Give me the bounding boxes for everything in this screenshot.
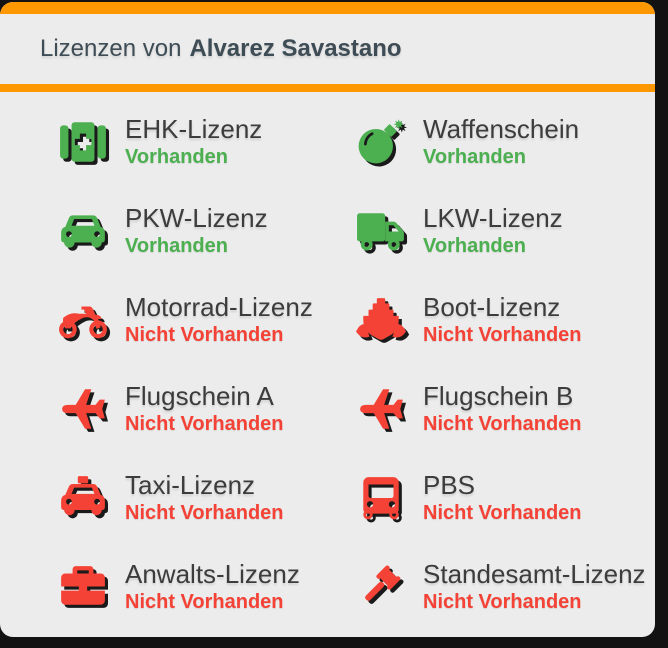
header-title-prefix: Lizenzen von bbox=[40, 35, 182, 62]
license-status: Nicht Vorhanden bbox=[423, 413, 582, 436]
license-item-flugschein-a bbox=[0, 364, 327, 453]
plane-icon bbox=[58, 386, 108, 432]
first-aid-kit-icon bbox=[58, 119, 108, 165]
license-status: Nicht Vorhanden bbox=[125, 413, 284, 436]
license-name: Waffenschein bbox=[423, 113, 580, 144]
license-name: Anwalts-Lizenz bbox=[125, 559, 300, 590]
licenses-grid bbox=[0, 92, 655, 637]
license-name: Standesamt-Lizenz bbox=[423, 559, 646, 590]
license-status: Vorhanden bbox=[125, 145, 228, 168]
plane-icon bbox=[356, 386, 406, 432]
license-name: PKW-Lizenz bbox=[125, 202, 268, 233]
bomb-icon bbox=[356, 119, 406, 165]
license-status: Vorhanden bbox=[125, 234, 228, 257]
license-item-pbs bbox=[327, 454, 655, 543]
license-name: Taxi-Lizenz bbox=[125, 470, 256, 501]
license-status: Nicht Vorhanden bbox=[125, 591, 284, 614]
license-item-taxi bbox=[0, 454, 327, 543]
briefcase-icon bbox=[58, 564, 108, 610]
license-status: Vorhanden bbox=[423, 234, 526, 257]
license-status: Vorhanden bbox=[423, 145, 526, 168]
license-name: LKW-Lizenz bbox=[423, 202, 563, 233]
license-item-boot bbox=[327, 275, 655, 364]
license-item-lkw bbox=[327, 186, 655, 275]
motorcycle-icon bbox=[58, 297, 108, 343]
car-icon bbox=[58, 208, 108, 254]
license-name: PBS bbox=[423, 470, 476, 501]
license-item-flugschein-b bbox=[327, 364, 655, 453]
ship-icon bbox=[356, 297, 406, 343]
license-name: Boot-Lizenz bbox=[423, 291, 561, 322]
header-divider bbox=[0, 84, 655, 92]
license-item-waffenschein bbox=[327, 97, 655, 186]
license-item-ehk bbox=[0, 97, 327, 186]
license-status: Nicht Vorhanden bbox=[423, 502, 582, 525]
taxi-icon bbox=[58, 475, 108, 521]
gavel-icon bbox=[356, 564, 406, 610]
license-status: Nicht Vorhanden bbox=[423, 323, 582, 346]
licenses-panel bbox=[0, 2, 655, 637]
bus-icon bbox=[356, 475, 406, 521]
license-name: Motorrad-Lizenz bbox=[125, 291, 313, 322]
panel-header bbox=[0, 14, 655, 84]
license-item-standesamt bbox=[327, 543, 655, 632]
license-name: Flugschein A bbox=[125, 381, 274, 412]
license-name: Flugschein B bbox=[423, 381, 574, 412]
player-name: Alvarez Savastano bbox=[189, 35, 402, 62]
license-status: Nicht Vorhanden bbox=[423, 591, 582, 614]
panel-top-accent-bar bbox=[0, 2, 655, 14]
truck-icon bbox=[356, 208, 406, 254]
license-item-anwalt bbox=[0, 543, 327, 632]
license-name: EHK-Lizenz bbox=[125, 113, 263, 144]
license-status: Nicht Vorhanden bbox=[125, 323, 284, 346]
license-status: Nicht Vorhanden bbox=[125, 502, 284, 525]
license-item-motorrad bbox=[0, 275, 327, 364]
license-item-pkw bbox=[0, 186, 327, 275]
